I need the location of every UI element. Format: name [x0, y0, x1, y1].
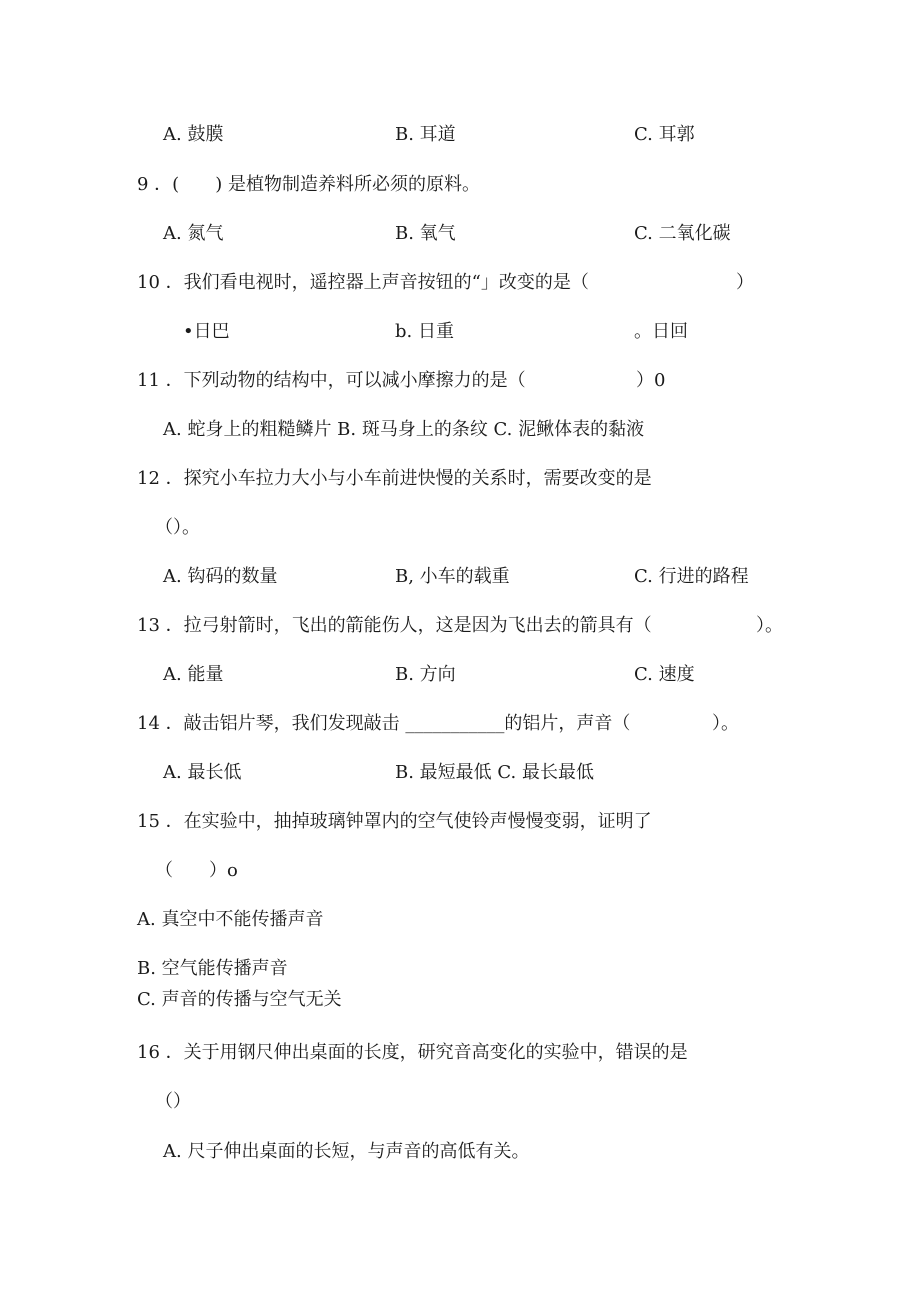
q14-stem: 14 ．敲击铝片琴，我们发现敲击 ___________的铝片，声音（: [137, 713, 631, 734]
q16-option-a: A. 尺子伸出桌面的长短，与声音的高低有关。: [163, 1141, 530, 1162]
q10-close-paren: ）: [736, 272, 754, 293]
q12-stem: 12 ．探究小车拉力大小与小车前进快慢的关系时，需要改变的是: [137, 468, 652, 489]
q13-option-a: A. 能量: [163, 664, 224, 685]
q14-option-bc: B. 最短最低 C. 最长最低: [395, 762, 594, 783]
q11-stem: 11 ．下列动物的结构中，可以减小摩擦力的是（: [137, 370, 526, 391]
q13-option-b: B. 方向: [395, 664, 456, 685]
q10-stem: 10 ．我们看电视时，遥控器上声音按钮的“」改变的是（: [137, 272, 589, 293]
q15-option-c: C. 声音的传播与空气无关: [137, 989, 342, 1010]
q12-stem-continued: （）。: [155, 517, 200, 538]
q9-option-b: B. 氧气: [395, 223, 456, 244]
q15-stem: 15 ．在实验中，抽掉玻璃钟罩内的空气使铃声慢慢变弱，证明了: [137, 811, 652, 832]
q12-option-b: B, 小车的载重: [395, 566, 510, 587]
q13-close-paren: ）。: [756, 615, 783, 636]
q9-option-c: C. 二氧化碳: [634, 223, 731, 244]
q13-stem: 13 ．拉弓射箭时，飞出的箭能伤人，这是因为飞出去的箭具有（: [137, 615, 652, 636]
q14-option-a: A. 最长低: [163, 762, 242, 783]
q16-stem-continued: （）: [155, 1091, 191, 1112]
q15-option-a: A. 真空中不能传播声音: [137, 909, 324, 930]
q10-option-c: 。日回: [634, 321, 688, 342]
q8-option-a: A. 鼓膜: [163, 124, 224, 145]
q12-option-c: C. 行进的路程: [634, 566, 749, 587]
q12-option-a: A. 钩码的数量: [163, 566, 278, 587]
q8-option-c: C. 耳郭: [634, 124, 695, 145]
q11-options: A. 蛇身上的粗糙鳞片 B. 斑马身上的条纹 C. 泥鳅体表的黏液: [163, 419, 645, 440]
q15-stem-continued: （ ）o: [155, 860, 238, 881]
q9-option-a: A. 氮气: [163, 223, 224, 244]
q11-close-paren: ）0: [636, 370, 666, 391]
q14-close-paren: ）。: [712, 713, 739, 734]
q10-option-b: b. 日重: [395, 321, 454, 342]
q16-stem: 16 ．关于用钢尺伸出桌面的长度，研究音高变化的实验中，错误的是: [137, 1042, 688, 1063]
q13-option-c: C. 速度: [634, 664, 695, 685]
q9-stem: 9 ．( ) 是植物制造养料所必须的原料。: [137, 174, 480, 195]
q10-option-a: •日巴: [183, 321, 230, 342]
q15-option-b: B. 空气能传播声音: [137, 958, 288, 979]
q8-option-b: B. 耳道: [395, 124, 456, 145]
